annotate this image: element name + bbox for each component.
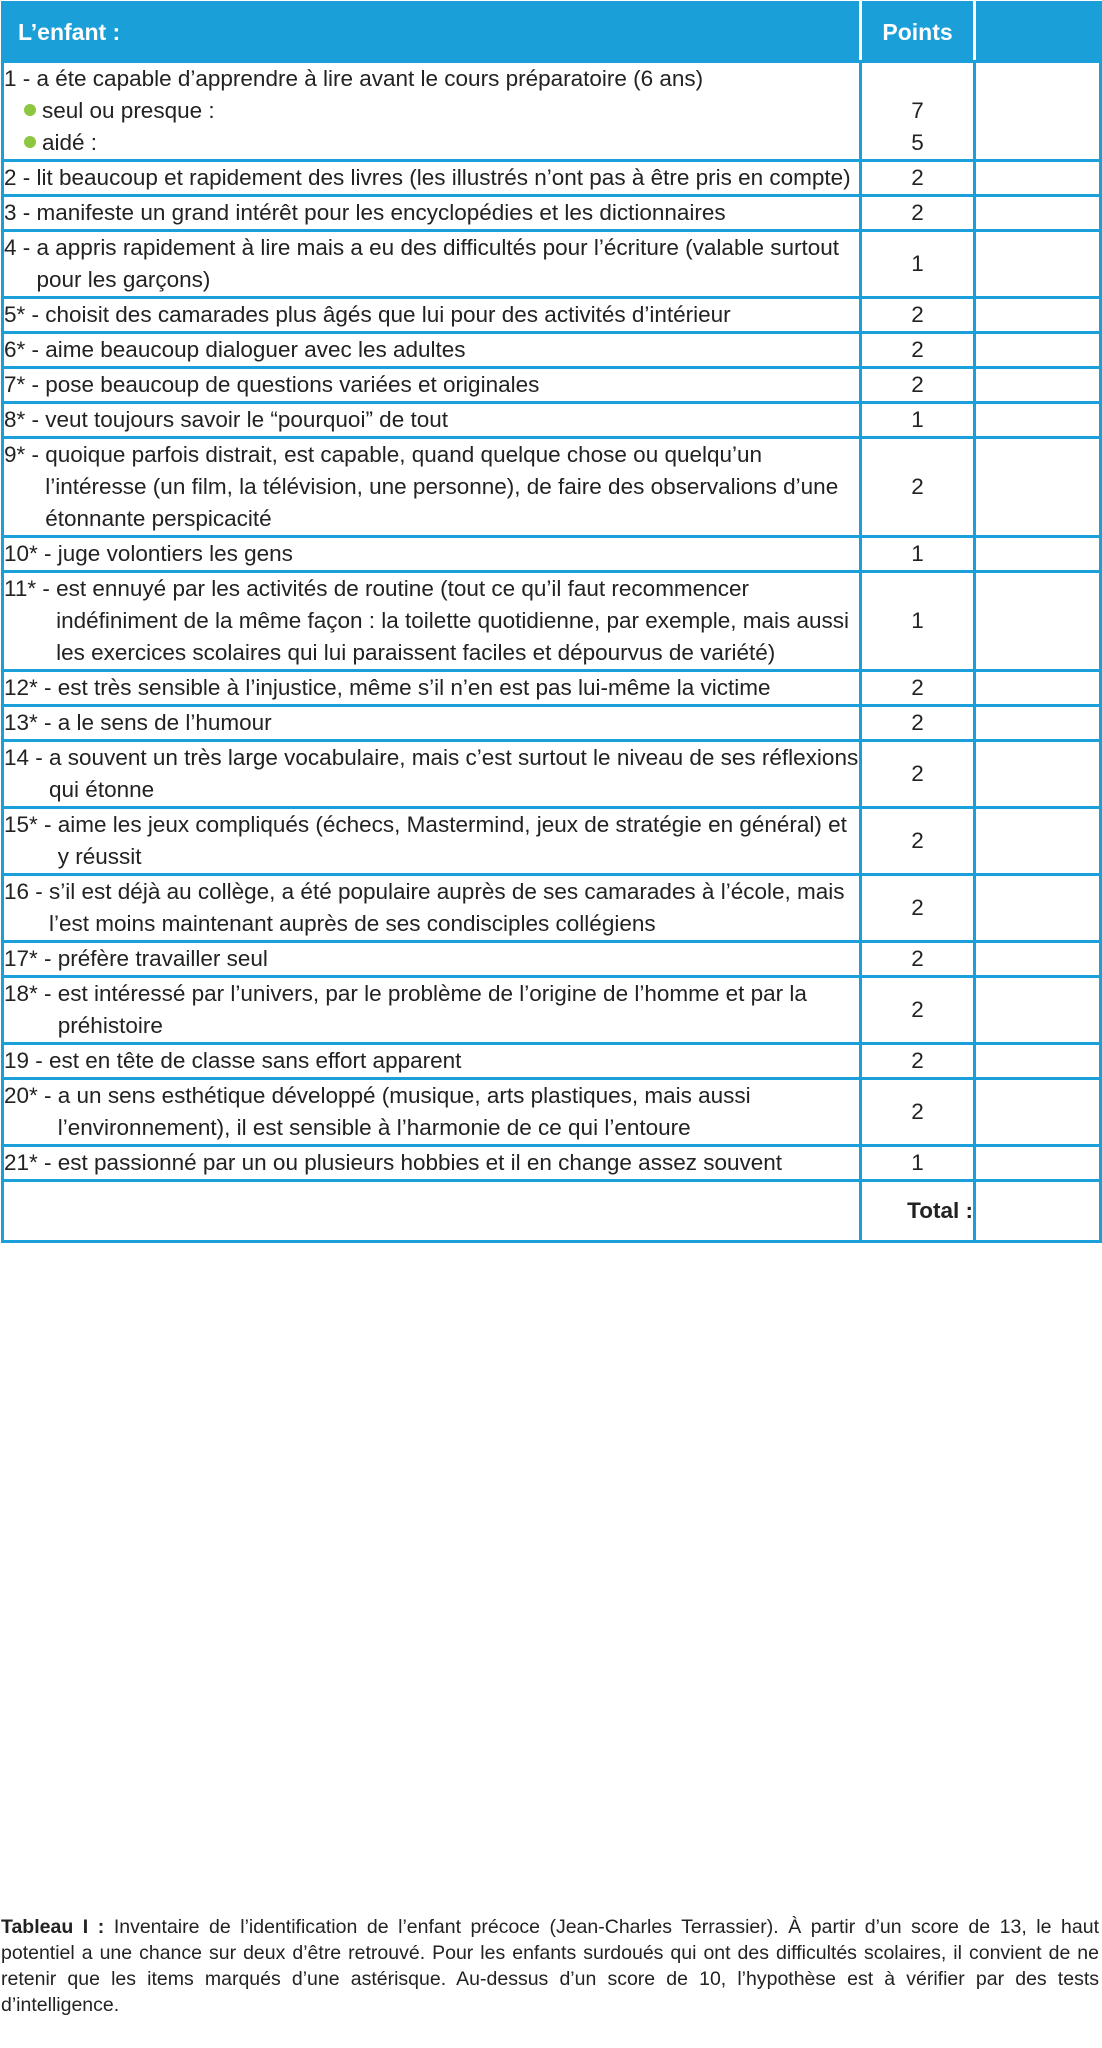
score-cell[interactable] bbox=[975, 438, 1101, 537]
header-label: L’enfant : bbox=[3, 3, 861, 62]
item-text: est très sensible à l’injustice, même s’il n’en est pas lui-même la victime bbox=[57, 675, 771, 700]
score-cell[interactable] bbox=[975, 537, 1101, 572]
item-label-cell bbox=[3, 572, 861, 671]
points-cell: 1 bbox=[861, 403, 975, 438]
table-row bbox=[3, 231, 1101, 298]
points-cell: 2 bbox=[861, 1044, 975, 1079]
sub-item bbox=[4, 127, 859, 159]
points-cell: 2 bbox=[861, 977, 975, 1044]
item-text: juge volontiers les gens bbox=[57, 541, 293, 566]
item-text: aime beaucoup dialoguer avec les adultes bbox=[45, 337, 466, 362]
table-row bbox=[3, 403, 1101, 438]
item-text: a souvent un très large vocabulaire, mais c’est surtout le niveau de ses réflexions qui étonne bbox=[49, 745, 859, 802]
bullet-icon bbox=[24, 104, 36, 116]
item-label-cell bbox=[3, 942, 861, 977]
item-number: 14 - bbox=[4, 745, 50, 770]
score-cell[interactable] bbox=[975, 298, 1101, 333]
item-number: 11* - bbox=[4, 576, 57, 601]
item-label-cell bbox=[3, 808, 861, 875]
item-number: 18* - bbox=[4, 981, 58, 1006]
points-cell: 2 bbox=[861, 808, 975, 875]
score-cell[interactable] bbox=[975, 741, 1101, 808]
table-caption bbox=[1, 1914, 1099, 2018]
item-number: 21* - bbox=[4, 1150, 58, 1175]
item-number: 3 - bbox=[4, 200, 37, 225]
table-row bbox=[3, 942, 1101, 977]
score-cell[interactable] bbox=[975, 231, 1101, 298]
item-text: quoique parfois distrait, est capable, quand quelque chose ou quelqu’un l’intéresse (un film, la télévision, une personne), de faire des observalions d’une étonnante perspicacité bbox=[45, 442, 839, 531]
sub-item bbox=[4, 95, 859, 127]
item-text: aime les jeux compliqués (échecs, Mastermind, jeux de stratégie en général) et y réussit bbox=[57, 812, 847, 869]
item-number: 4 - bbox=[4, 235, 37, 260]
item-text: préfère travailler seul bbox=[57, 946, 268, 971]
score-cell[interactable] bbox=[975, 875, 1101, 942]
table-row bbox=[3, 196, 1101, 231]
score-cell[interactable] bbox=[975, 706, 1101, 741]
points-cell: 2 bbox=[861, 333, 975, 368]
points-cell: 2 bbox=[861, 161, 975, 196]
points-cell: 1 bbox=[861, 231, 975, 298]
item-number: 8* - bbox=[4, 407, 46, 432]
item-number: 13* - bbox=[4, 710, 58, 735]
score-cell[interactable] bbox=[975, 808, 1101, 875]
item-number: 12* - bbox=[4, 675, 58, 700]
item-number: 16 - bbox=[4, 879, 50, 904]
item-label-cell bbox=[3, 196, 861, 231]
points-cell: 2 bbox=[861, 1079, 975, 1146]
item-label-cell bbox=[3, 1146, 861, 1181]
item-label-cell bbox=[3, 1079, 861, 1146]
inventory-table bbox=[1, 1, 1102, 1243]
table-row bbox=[3, 368, 1101, 403]
item-label-cell bbox=[3, 706, 861, 741]
item-number: 15* - bbox=[4, 812, 58, 837]
sub-item-label: aidé : bbox=[42, 130, 98, 155]
item-text: s’il est déjà au collège, a été populaire auprès de ses camarades à l’école, mais l’est moins maintenant auprès de ses condisciples collégiens bbox=[49, 879, 845, 936]
score-cell[interactable] bbox=[975, 161, 1101, 196]
total-label: Total : bbox=[861, 1181, 975, 1242]
item-number: 7* - bbox=[4, 372, 46, 397]
table-row bbox=[3, 1146, 1101, 1181]
table-row bbox=[3, 537, 1101, 572]
item-text: veut toujours savoir le “pourquoi” de tout bbox=[45, 407, 448, 432]
item-label-cell bbox=[3, 1044, 861, 1079]
points-cell: 2 bbox=[861, 875, 975, 942]
table-row bbox=[3, 706, 1101, 741]
score-cell[interactable] bbox=[975, 403, 1101, 438]
item-text: choisit des camarades plus âgés que lui pour des activités d’intérieur bbox=[45, 302, 731, 327]
bullet-icon bbox=[24, 136, 36, 148]
table-row bbox=[3, 977, 1101, 1044]
total-row bbox=[3, 1181, 1101, 1242]
score-cell[interactable] bbox=[975, 62, 1101, 161]
item-number: 1 - bbox=[4, 66, 37, 91]
item-label-cell bbox=[3, 161, 861, 196]
item-number: 17* - bbox=[4, 946, 58, 971]
header-points: Points bbox=[861, 3, 975, 62]
points-cell: 1 bbox=[861, 572, 975, 671]
table-row bbox=[3, 298, 1101, 333]
sub-item-points: 5 bbox=[911, 130, 924, 155]
score-cell[interactable] bbox=[975, 368, 1101, 403]
score-cell[interactable] bbox=[975, 1044, 1101, 1079]
item-text: a éte capable d’apprendre à lire avant le cours préparatoire (6 ans) bbox=[36, 66, 704, 91]
score-cell[interactable] bbox=[975, 572, 1101, 671]
item-label-cell bbox=[3, 741, 861, 808]
table-row bbox=[3, 1044, 1101, 1079]
score-cell[interactable] bbox=[975, 196, 1101, 231]
points-cell: 2 bbox=[861, 438, 975, 537]
item-text: pose beaucoup de questions variées et originales bbox=[45, 372, 540, 397]
caption-text: Inventaire de l’identification de l’enfant précoce (Jean-Charles Terrassier). À partir d’un score de 13, le haut potentiel a une chance sur deux d’être retrouvé. Pour les enfants surdoués qui ont des difficultés scolaires, il convient de ne retenir que les items marqués d’une astérisque. Au-dessus d’un score de 10, l’hypothèse est à vérifier par des tests d’intelligence. bbox=[1, 1916, 1099, 2016]
points-cell: 2 bbox=[861, 942, 975, 977]
item-text: est en tête de classe sans effort apparent bbox=[49, 1048, 462, 1073]
item-text: manifeste un grand intérêt pour les encyclopédies et les dictionnaires bbox=[36, 200, 726, 225]
item-label-cell bbox=[3, 875, 861, 942]
item-number: 10* - bbox=[4, 541, 58, 566]
item-text: est intéressé par l’univers, par le problème de l’origine de l’homme et par la préhistoire bbox=[57, 981, 807, 1038]
sub-item-label: seul ou presque : bbox=[42, 98, 215, 123]
table-row bbox=[3, 875, 1101, 942]
total-empty-cell bbox=[3, 1181, 861, 1242]
table-row bbox=[3, 741, 1101, 808]
item-label-cell bbox=[3, 438, 861, 537]
item-number: 9* - bbox=[4, 442, 46, 467]
score-cell[interactable] bbox=[975, 1079, 1101, 1146]
item-label-cell bbox=[3, 298, 861, 333]
item-text: a appris rapidement à lire mais a eu des difficultés pour l’écriture (valable surtout pour les garçons) bbox=[36, 235, 840, 292]
points-cell: 2 bbox=[861, 671, 975, 706]
caption-title: Tableau I : bbox=[1, 1916, 105, 1938]
table-row bbox=[3, 62, 1101, 161]
table-row bbox=[3, 333, 1101, 368]
points-cell: 2 bbox=[861, 196, 975, 231]
points-cell bbox=[861, 62, 975, 161]
table-header-row bbox=[3, 3, 1101, 62]
item-label-cell bbox=[3, 333, 861, 368]
table-row bbox=[3, 1079, 1101, 1146]
item-text: lit beaucoup et rapidement des livres (les illustrés n’ont pas à être pris en compte) bbox=[36, 165, 851, 190]
score-cell[interactable] bbox=[975, 1146, 1101, 1181]
item-label-cell bbox=[3, 62, 861, 161]
item-text: a le sens de l’humour bbox=[57, 710, 272, 735]
item-text: est passionné par un ou plusieurs hobbies et il en change assez souvent bbox=[57, 1150, 783, 1175]
item-number: 5* - bbox=[4, 302, 46, 327]
total-score-cell[interactable] bbox=[975, 1181, 1101, 1242]
item-number: 2 - bbox=[4, 165, 37, 190]
item-label-cell bbox=[3, 231, 861, 298]
score-cell[interactable] bbox=[975, 671, 1101, 706]
table-row bbox=[3, 671, 1101, 706]
points-cell: 2 bbox=[861, 741, 975, 808]
points-cell: 2 bbox=[861, 368, 975, 403]
header-score-cell bbox=[975, 3, 1101, 62]
sub-item-points: 7 bbox=[911, 98, 924, 123]
item-label-cell bbox=[3, 403, 861, 438]
table-row bbox=[3, 161, 1101, 196]
score-cell[interactable] bbox=[975, 333, 1101, 368]
table-row bbox=[3, 808, 1101, 875]
item-text: est ennuyé par les activités de routine (tout ce qu’il faut recommencer indéfiniment de la même façon : la toilette quotidienne, par exemple, mais aussi les exercices scolaires qui lui paraissent faciles et dépourvus de variété) bbox=[56, 576, 850, 665]
points-cell: 2 bbox=[861, 298, 975, 333]
points-cell: 1 bbox=[861, 1146, 975, 1181]
item-label-cell bbox=[3, 977, 861, 1044]
item-label-cell bbox=[3, 368, 861, 403]
points-cell: 2 bbox=[861, 706, 975, 741]
table-row bbox=[3, 572, 1101, 671]
item-number: 6* - bbox=[4, 337, 46, 362]
item-number: 19 - bbox=[4, 1048, 50, 1073]
item-number: 20* - bbox=[4, 1083, 58, 1108]
score-cell[interactable] bbox=[975, 977, 1101, 1044]
item-label-cell bbox=[3, 537, 861, 572]
item-label-cell bbox=[3, 671, 861, 706]
item-text: a un sens esthétique développé (musique, arts plastiques, mais aussi l’environnement), il est sensible à l’harmonie de ce qui l’entoure bbox=[57, 1083, 751, 1140]
table-row bbox=[3, 438, 1101, 537]
score-cell[interactable] bbox=[975, 942, 1101, 977]
points-cell: 1 bbox=[861, 537, 975, 572]
